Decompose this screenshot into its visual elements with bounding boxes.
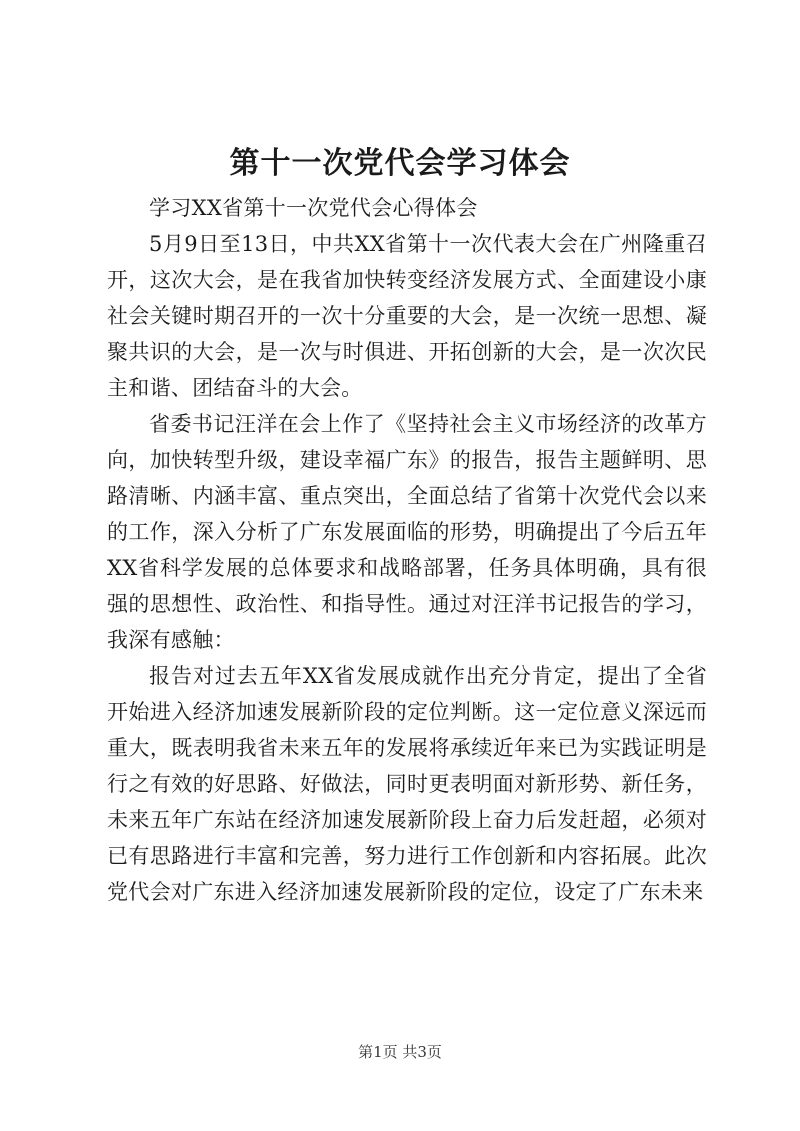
document-title: 第十一次党代会学习体会 bbox=[229, 146, 571, 181]
body-paragraph: 省委书记汪洋在会上作了《坚持社会主义市场经济的改革方向，加快转型升级，建设幸福广东》的报告，报告主题鲜明、思路清晰、内涵丰富、重点突出，全面总结了省第十次党代会以来的工作，深入分析了广东发展面临的形势，明确提出了今后五年XX省科学发展的总体要求和战略部署，任务具体明确，具有很强的思想性、政治性、和指导性。通过对汪洋书记报告的学习，我深有感触： bbox=[107, 412, 707, 652]
subtitle-paragraph: 学习XX省第十一次党代会心得体会 bbox=[149, 196, 478, 220]
body-paragraph: 5月9日至13日，中共XX省第十一次代表大会在广州隆重召开，这次大会，是在我省加快转变经济发展方式、全面建设小康社会关键时期召开的一次十分重要的大会，是一次统一思想、凝聚共识的大会，是一次与时俱进、开拓创新的大会，是一次次民主和谐、团结奋斗的大会。 bbox=[107, 232, 707, 400]
page-number: 第1页 共3页 bbox=[358, 1043, 442, 1061]
body-paragraph: 报告对过去五年XX省发展成就作出充分肯定，提出了全省开始进入经济加速发展新阶段的定位判断。这一定位意义深远而重大，既表明我省未来五年的发展将承续近年来已为实践证明是行之有效的好思路、好做法，同时更表明面对新形势、新任务，未来五年广东站在经济加速发展新阶段上奋力后发赶超，必须对已有思路进行丰富和完善，努力进行工作创新和内容拓展。此次党代会对广东进入经济加速发展新阶段的定位，设定了广东未来 bbox=[107, 664, 707, 904]
document-body bbox=[107, 190, 707, 910]
